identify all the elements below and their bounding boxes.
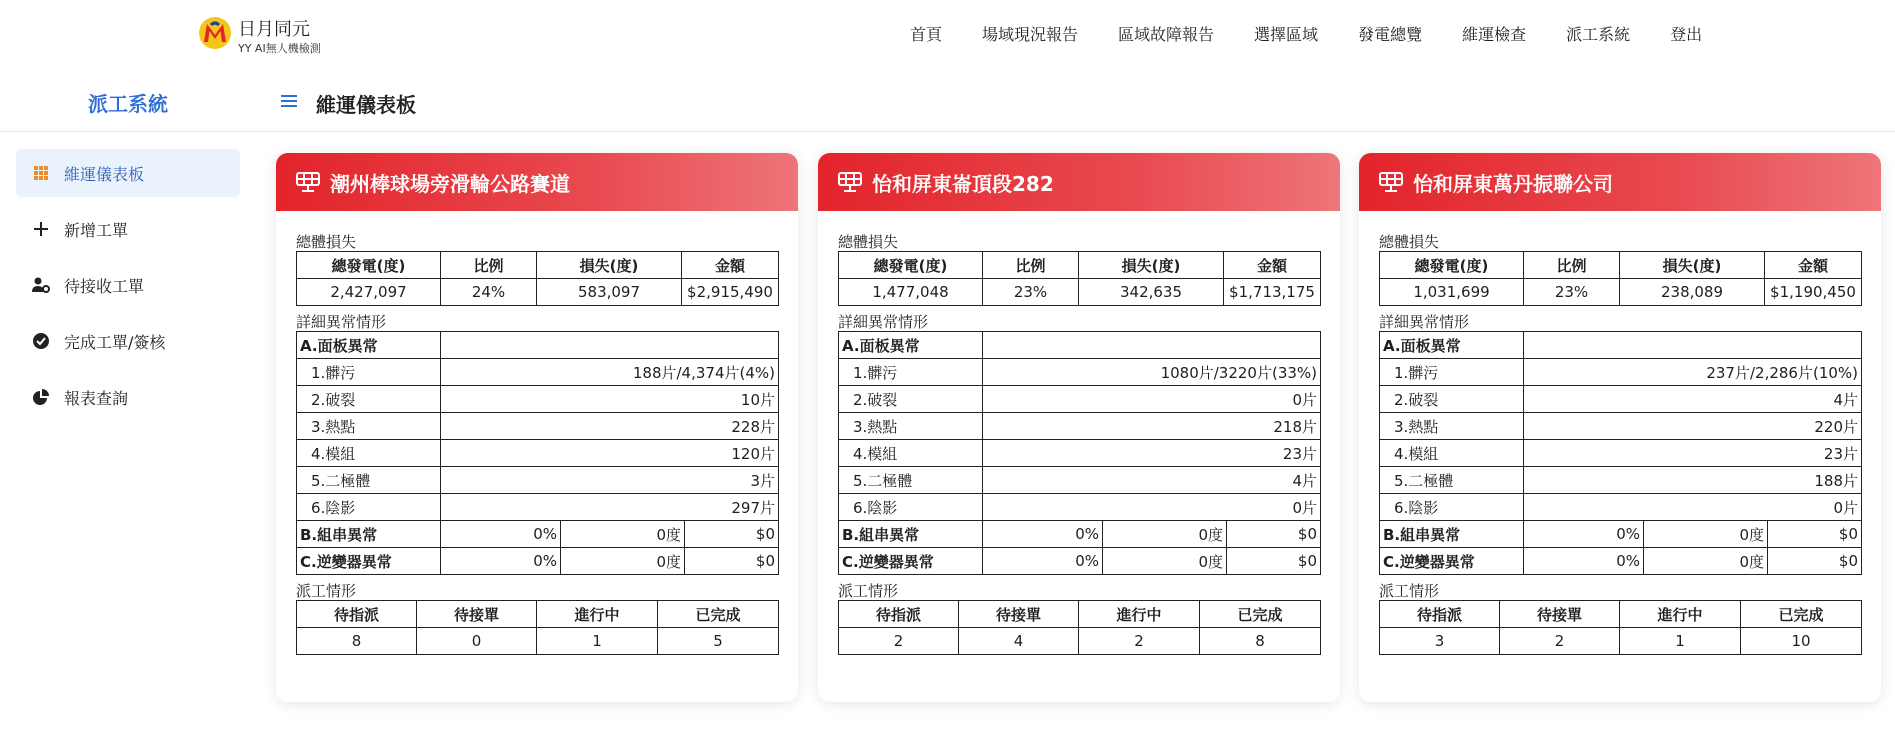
inverter-abnormal-label: C.逆變器異常 [1380,548,1524,575]
top-nav [890,22,1722,45]
pending-assign-count[interactable]: 2 [839,628,959,655]
dirty-label: 1.髒污 [297,359,441,386]
col-header: 總發電(度) [839,252,983,279]
module-label: 4.模組 [839,440,983,467]
hotspot-label: 3.熱點 [839,413,983,440]
col-header: 待指派 [297,601,417,628]
nav-area-fault-report[interactable]: 區域故障報告 [1118,25,1215,44]
total-loss-label: 總體損失 [838,233,899,251]
col-header: 進行中 [537,601,658,628]
detail-label: 詳細異常情形 [1379,313,1470,331]
nav-site-status-report[interactable]: 場域現況報告 [982,25,1079,44]
hotspot-value: 220片 [1524,413,1862,440]
sidebar-item-complete-signoff[interactable] [16,317,240,365]
sidebar-item-label: 報表查詢 [64,388,129,408]
dispatch-table [1379,600,1862,655]
string-abnormal-label: B.組串異常 [1380,521,1524,548]
crack-label: 2.破裂 [297,386,441,413]
crack-label: 2.破裂 [839,386,983,413]
diode-value: 188片 [1524,467,1862,494]
diode-label: 5.二極體 [1380,467,1524,494]
col-header: 已完成 [1741,601,1862,628]
string-deg: 0度 [1644,521,1768,548]
diode-label: 5.二極體 [839,467,983,494]
sidebar-item-label: 完成工單/簽核 [64,332,166,352]
col-header: 金額 [1765,252,1862,279]
sidebar-item-label: 待接收工單 [64,276,145,296]
shadow-label: 6.陰影 [1380,494,1524,521]
col-header: 比例 [441,252,537,279]
col-header: 損失(度) [1620,252,1765,279]
string-abnormal-label: B.組串異常 [839,521,983,548]
total-loss-table [296,251,779,306]
pending-accept-count[interactable]: 4 [959,628,1079,655]
total-loss-label: 總體損失 [1379,233,1440,251]
pending-accept-count[interactable]: 2 [1500,628,1620,655]
detail-table [296,331,779,575]
loss-ratio-value: 23% [1524,279,1620,306]
col-header: 總發電(度) [297,252,441,279]
hamburger-menu-icon[interactable] [280,93,298,109]
check-circle-icon [32,332,50,350]
col-header: 待指派 [839,601,959,628]
in-progress-count[interactable]: 1 [1620,628,1741,655]
string-amt: $0 [1768,521,1862,548]
col-header: 損失(度) [537,252,682,279]
dispatch-label: 派工情形 [296,582,357,600]
shadow-label: 6.陰影 [297,494,441,521]
dispatch-table [296,600,779,655]
dispatch-label: 派工情形 [1379,582,1440,600]
sidebar [16,149,240,429]
user-gear-icon [32,276,50,294]
string-abnormal-label: B.組串異常 [297,521,441,548]
string-deg: 0度 [561,521,685,548]
inverter-pct: 0% [983,548,1103,575]
module-label: 4.模組 [297,440,441,467]
pending-accept-count[interactable]: 0 [417,628,537,655]
header-divider [0,131,1895,132]
string-amt: $0 [685,521,779,548]
col-header: 待接單 [1500,601,1620,628]
card-title: 怡和屏東崙頂段282 [872,171,1054,196]
inverter-abnormal-label: C.逆變器異常 [297,548,441,575]
card-header [276,153,798,211]
total-gen-value: 1,031,699 [1380,279,1524,306]
hotspot-label: 3.熱點 [1380,413,1524,440]
dirty-label: 1.髒污 [839,359,983,386]
total-loss-label: 總體損失 [296,233,357,251]
sidebar-item-pending-orders[interactable] [16,261,240,309]
dirty-value: 1080片/3220片(33%) [983,359,1321,386]
module-value: 120片 [441,440,779,467]
col-header: 待接單 [417,601,537,628]
total-loss-table [838,251,1321,306]
nav-logout[interactable]: 登出 [1670,25,1703,44]
col-header: 比例 [1524,252,1620,279]
total-loss-table [1379,251,1862,306]
detail-table [838,331,1321,575]
col-header: 金額 [1224,252,1321,279]
nav-generation-overview[interactable]: 發電總覽 [1358,25,1423,44]
string-amt: $0 [1227,521,1321,548]
col-header: 待接單 [959,601,1079,628]
string-pct: 0% [1524,521,1644,548]
inverter-pct: 0% [1524,548,1644,575]
inverter-deg: 0度 [1644,548,1768,575]
loss-kwh-value: 238,089 [1620,279,1765,306]
panel-abnormal-label: A.面板異常 [1380,332,1524,359]
nav-home[interactable]: 首頁 [910,25,943,44]
sidebar-item-label: 新增工單 [64,220,129,240]
dispatch-label: 派工情形 [838,582,899,600]
nav-maintenance-check[interactable]: 維運檢查 [1462,25,1527,44]
string-deg: 0度 [1103,521,1227,548]
total-gen-value: 1,477,048 [839,279,983,306]
done-count[interactable]: 10 [1741,628,1862,655]
diode-value: 4片 [983,467,1321,494]
col-header: 已完成 [1200,601,1321,628]
sidebar-item-report-query[interactable] [16,373,240,421]
pending-assign-count[interactable]: 3 [1380,628,1500,655]
solar-panel-icon [1379,171,1403,193]
pending-assign-count[interactable]: 8 [297,628,417,655]
inverter-amt: $0 [685,548,779,575]
dirty-label: 1.髒污 [1380,359,1524,386]
brand-subtitle: YY AI無人機檢測 [238,42,321,55]
done-count[interactable]: 8 [1200,628,1321,655]
dispatch-table [838,600,1321,655]
loss-ratio-value: 23% [983,279,1079,306]
in-progress-count[interactable]: 2 [1079,628,1200,655]
col-header: 待指派 [1380,601,1500,628]
card-title: 潮州棒球場旁滑輪公路賽道 [330,171,570,196]
col-header: 損失(度) [1079,252,1224,279]
detail-label: 詳細異常情形 [296,313,387,331]
crack-value: 4片 [1524,386,1862,413]
shadow-value: 0片 [983,494,1321,521]
total-gen-value: 2,427,097 [297,279,441,306]
brand-name: 日月同元 [238,19,310,40]
site-card [818,153,1340,702]
detail-label: 詳細異常情形 [838,313,929,331]
shadow-value: 297片 [441,494,779,521]
done-count[interactable]: 5 [658,628,779,655]
module-value: 23片 [1524,440,1862,467]
panel-abnormal-label: A.面板異常 [297,332,441,359]
in-progress-count[interactable]: 1 [537,628,658,655]
shadow-value: 0片 [1524,494,1862,521]
inverter-abnormal-label: C.逆變器異常 [839,548,983,575]
loss-amount-value: $1,713,175 [1224,279,1321,306]
module-value: 23片 [983,440,1321,467]
col-header: 金額 [682,252,779,279]
diode-label: 5.二極體 [297,467,441,494]
card-header [1359,153,1881,211]
shadow-label: 6.陰影 [839,494,983,521]
top-header [0,0,1895,70]
diode-value: 3片 [441,467,779,494]
panel-abnormal-label: A.面板異常 [839,332,983,359]
site-card [276,153,798,702]
sidebar-title: 派工系統 [88,92,168,116]
brand-logo[interactable] [198,16,232,50]
inverter-deg: 0度 [561,548,685,575]
pie-chart-icon [32,388,50,406]
grid-icon [32,164,50,182]
loss-ratio-value: 24% [441,279,537,306]
card-header [818,153,1340,211]
string-pct: 0% [441,521,561,548]
sidebar-item-label: 維運儀表板 [64,164,145,184]
nav-dispatch-system[interactable]: 派工系統 [1566,25,1631,44]
inverter-amt: $0 [1768,548,1862,575]
loss-kwh-value: 583,097 [537,279,682,306]
detail-table [1379,331,1862,575]
crack-value: 0片 [983,386,1321,413]
crack-label: 2.破裂 [1380,386,1524,413]
hotspot-label: 3.熱點 [297,413,441,440]
string-pct: 0% [983,521,1103,548]
solar-panel-icon [296,171,320,193]
page-title: 維運儀表板 [316,93,416,117]
col-header: 比例 [983,252,1079,279]
loss-kwh-value: 342,635 [1079,279,1224,306]
card-title: 怡和屏東萬丹振聯公司 [1413,171,1613,196]
inverter-amt: $0 [1227,548,1321,575]
site-card [1359,153,1881,702]
col-header: 總發電(度) [1380,252,1524,279]
col-header: 進行中 [1079,601,1200,628]
module-label: 4.模組 [1380,440,1524,467]
loss-amount-value: $1,190,450 [1765,279,1862,306]
inverter-pct: 0% [441,548,561,575]
hotspot-value: 218片 [983,413,1321,440]
loss-amount-value: $2,915,490 [682,279,779,306]
dirty-value: 188片/4,374片(4%) [441,359,779,386]
inverter-deg: 0度 [1103,548,1227,575]
col-header: 已完成 [658,601,779,628]
sidebar-item-new-work-order[interactable] [16,205,240,253]
sidebar-item-dashboard[interactable] [16,149,240,197]
hotspot-value: 228片 [441,413,779,440]
solar-panel-icon [838,171,862,193]
crack-value: 10片 [441,386,779,413]
dirty-value: 237片/2,286片(10%) [1524,359,1862,386]
nav-select-area[interactable]: 選擇區域 [1254,25,1319,44]
col-header: 進行中 [1620,601,1741,628]
plus-icon [32,220,50,238]
